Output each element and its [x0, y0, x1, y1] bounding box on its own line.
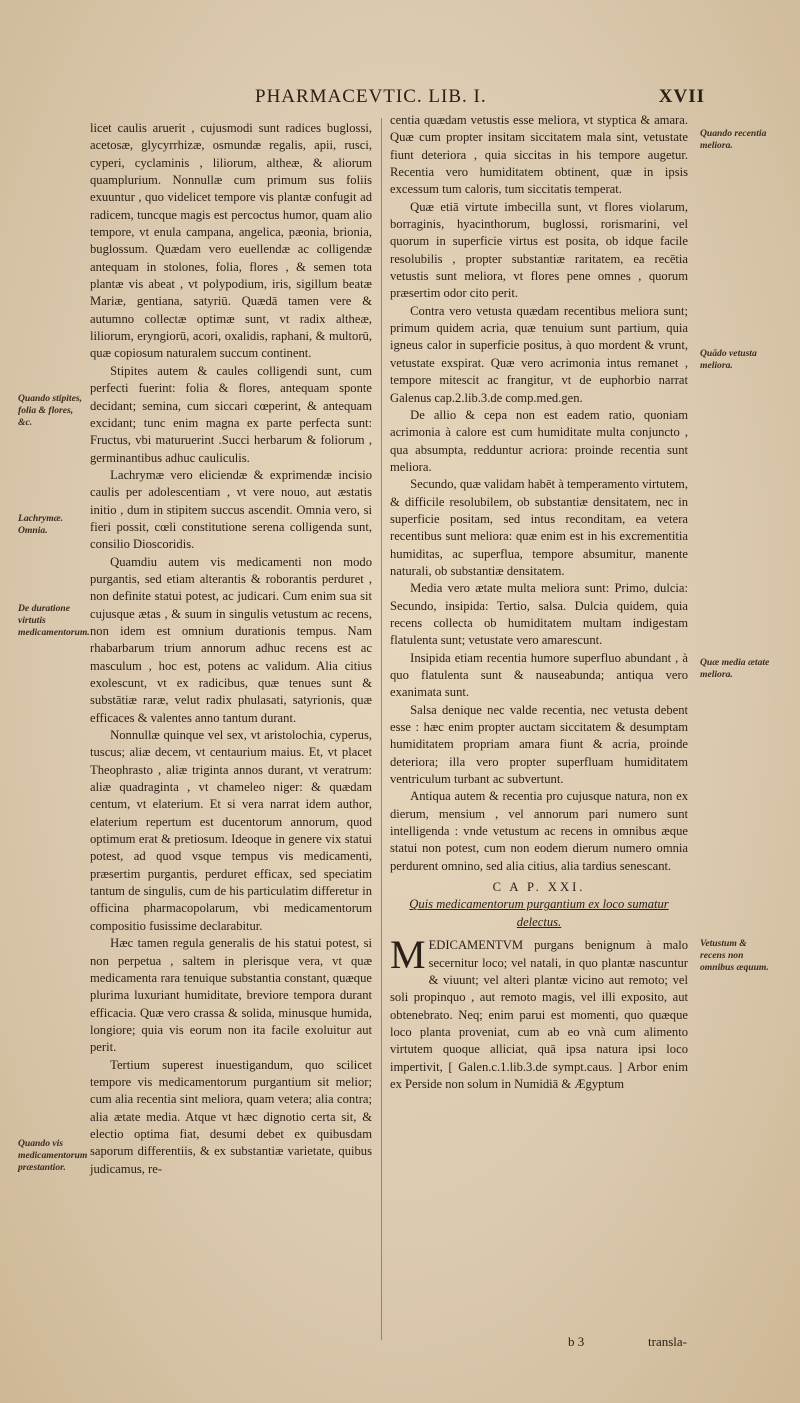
folio-number: XVII	[658, 86, 705, 107]
paragraph: centia quædam vetustis esse meliora, vt styptica & amara. Quæ cum propter insitam siccitatem mala sint, vetustate fiunt deteriora , quia siccitas in his tempore augetur. Recentia vero humiditatem obtinent, quæ in ipsis excessum tum caloris, tum siccitatis temperat.	[390, 113, 688, 197]
catchword: transla-	[648, 1334, 687, 1349]
running-head	[255, 86, 705, 112]
paragraph: Salsa denique nec valde recentia, nec vetusta debent esse : hæc enim propter auctam siccitatem & desumptam humiditatem propriam amara fiunt & acria, proinde deteriora; illa vero propter superfluam humiditatem ventriculum turbant ac subvertunt.	[390, 702, 688, 787]
margin-note: Lachrymæ. Omnia.	[18, 513, 64, 536]
chapter-paragraph	[390, 932, 688, 1093]
paragraph: Media vero ætate multa meliora sunt: Primo, dulcia: Secundo, insipida: Tertio, salsa. Dulcia quidem, quia recens collecta ob humiditatem multam indigestam flatulenta sunt; vetustate vero amarescunt.	[390, 581, 688, 648]
paragraph: Quæ etiā virtute imbecilla sunt, vt flores violarum, borraginis, hyacinthorum, buglossi, rorismarini, vel quorum in superficie virtus est posita, ob idque facile resolubilis , propter substantiæ raritatem, ea recētia vetustis sunt meliora, vt flores pene omnes , quorum præsertim odor cito perit.	[390, 199, 688, 301]
margin-note: Quando vis medicamentorum præstantior.	[18, 1138, 88, 1173]
paragraph: Contra vero vetusta quædam recentibus meliora sunt; primum quidem acria, quæ tenuium sunt partium, quia igneus calor in superficie positus, à quo mordent & vrunt, vetustate exspirat. Quæ vero acrimonia intus remanet , tempore mitescit ac frangitur, vt de euphorbio narrat Galenus cap.2.lib.3.de comp.med.gen.	[390, 303, 688, 405]
margin-note: De duratione virtutis medicamentorum.	[18, 603, 90, 638]
chapter-heading: C A P. XXI.	[492, 880, 586, 895]
paragraph: Nonnullæ quinque vel sex, vt aristolochia, cyperus, tuscus; aliæ decem, vt centaurium maius. Et, vt placet Theophrasto , aliæ triginta annos durant, vt veratrum: aliæ quadraginta , vt chameleo niger: & quædam centum, vt elaterium. Et si vera narrat idem author, elaterium repertum est ducentorum annorum, quod optimum erat & pretiosum. Ideoque in genere vix statui potest, ad quod vsque tempus vis medicamenti, præsertim purgantis, perduret efficax, sed speciatim tantum de singulis, cum de his particulatim differetur in officina pharmacopolarum, vbi medicamentorum compositio fusissime declarabitur.	[90, 728, 372, 933]
right-column	[390, 112, 688, 1093]
paragraph: Stipites autem & caules colligendi sunt, cum perfecti fuerint: folia & flores, antequam sponte decidant; semina, cum siccari cœperint, & antequam excidant; tunc enim magna ex parte perfecta sunt: Fructus, vbi maturuerint .Succi herbarum & foliorum , germinantibus adhuc cauliculis.	[90, 363, 372, 465]
paragraph: Secundo, quæ validam habēt à temperamento virtutem, & difficile resolubilem, ob substantiæ densitatem, nec in superficie positam, sed intus reconditam, ea vetera recentibus sunt meliora: quæ enim est in his excrementitia humiditas, ac superflua, tempore absumitur, manente naturali, ob substantiæ densitatem.	[390, 477, 688, 578]
running-title: PHARMACEVTIC. LIB. I.	[255, 86, 487, 107]
left-column	[90, 120, 372, 1178]
column-rule	[381, 118, 382, 1340]
margin-note: Quando recentia meliora.	[700, 128, 767, 151]
signature-mark: b 3	[568, 1334, 585, 1349]
drop-capital: M	[390, 932, 426, 978]
chapter-text: EDICAMENTVM purgans benignum à malo secernitur loco; vel natali, in quo plantæ nascuntur & viuunt; vel alteri plantæ vicino aut remoto; vel soli propinquo , aut remoto magis, vel illi exposito, aut obtenebrato. Neq; enim parui est momenti, quo quæque loco planta proveniat, cum ab eo vnà cum alimento virtutem quoque alliciat, quā ipsa natura ipsi loco impertivit, [ Galen.c.1.lib.3.de sympt.caus. ] Arbor enim ex Perside non solum in Numidiā & Ægyptum	[390, 938, 688, 1091]
margin-note: Vetustum & recens non omnibus æquum.	[700, 938, 769, 973]
paragraph: licet caulis aruerit , cujusmodi sunt radices buglossi, acetosæ, glycyrrhizæ, osmundæ regalis, apii, rusci, cyperi, cyclaminis , liliorum, altheæ, & aliorum quamplurium. Nonnullæ cum primum sus foliis exuuntur , quo videlicet tempore vis plantæ confugit ad radicem, tuncque magis est percoctus humor, quam alio tempore, vt enula campana, angelica, pæonia, brionia, buglossum. Quædam vero euellendæ ac colligendæ antequam in stolones, folia, flores , & semen tota plantæ vis abeat , vt polypodium, iris, sigillum beatæ Mariæ, gentiana, satyriū. Quædā tamen vere & autumno collectæ optimæ sunt, vt radix altheæ, liliorum, eryngiorū, acori, oxalidis, raphani, & multorū, quæ copiosum naturalem succum continent.	[90, 121, 372, 361]
paragraph: Tertium superest inuestigandum, quo scilicet tempore vis medicamentorum purgantium sit melior; cum alia recentia sint meliora, quam vetera; alia contra; alia ætate media. Atque vt hæc dignotio certa sit, & electio optima fiat, desumi debet ex quibusdam saporum differentiis, & ex substantiæ varietate, quibus judicamus, re-	[90, 1057, 372, 1176]
paragraph: Antiqua autem & recentia pro cujusque natura, non ex dierum, mensium , vel annorum pari numero sunt intelligenda : vnde vetustum ac recens in omnibus æque statui non potest, cum non eodem dierum numero omnia perdurent omnino, sed alia citius, alia tardius senescant.	[390, 789, 688, 873]
paragraph: Insipida etiam recentia humore superfluo abundant , à quo flatulenta sunt & nauseabunda; antiqua vero exanimata sunt.	[390, 650, 688, 700]
paragraph: De allio & cepa non est eadem ratio, quoniam acrimonia à calore est cum humiditate multa conjuncto , qua absumpta, redduntur acriora: proinde recentia sunt meliora.	[390, 407, 688, 474]
paragraph: Hæc tamen regula generalis de his statui potest, si non perpetua , saltem in plerisque vera, vt quæ medicamenta rara tenuique substantia constant, quæque plurima luxuriant humiditate, breviore tempora durant efficacia. Quæ vero crassa & solida, minusque humida, longiore; quia vis eorum non ita facile exoluitur aut perit.	[90, 936, 372, 1055]
margin-note: Quando stipites, folia & flores, &c.	[18, 393, 82, 428]
paragraph: Lachrymæ vero eliciendæ & exprimendæ incisio caulis per adolescentiam , vt vere nouo, aut æstatis initio , dum in stipitem succus ascendit. Omnia vero, si fieri possit, cœli constitutione serena colligenda sunt, consilio Dioscoridis.	[90, 467, 372, 552]
chapter-subtitle: Quis medicamentorum purgantium ex loco sumatur delectus.	[409, 897, 669, 929]
paragraph: Quamdiu autem vis medicamenti non modo purgantis, sed etiam alterantis & roborantis perduret , non definite statui potest, ac judicari. Cum enim sua sit cujusque ætas , & suum in singulis vetustum ac recens, non idem est omnium durationis tempus. Nam rhabarbarum trium annorum adhuc recens est ac masculum , hoc est, potens ac validum. Alia citius exolescunt, vt ex radicibus, quæ tenues sunt & substātiæ raræ, velut radix phulasati, satyrionis, quæ efficaces & valentes anno tantum durant.	[90, 554, 372, 725]
margin-note: Quādo vetusta meliora.	[700, 348, 757, 371]
margin-note: Quæ media ætate meliora.	[700, 657, 770, 680]
